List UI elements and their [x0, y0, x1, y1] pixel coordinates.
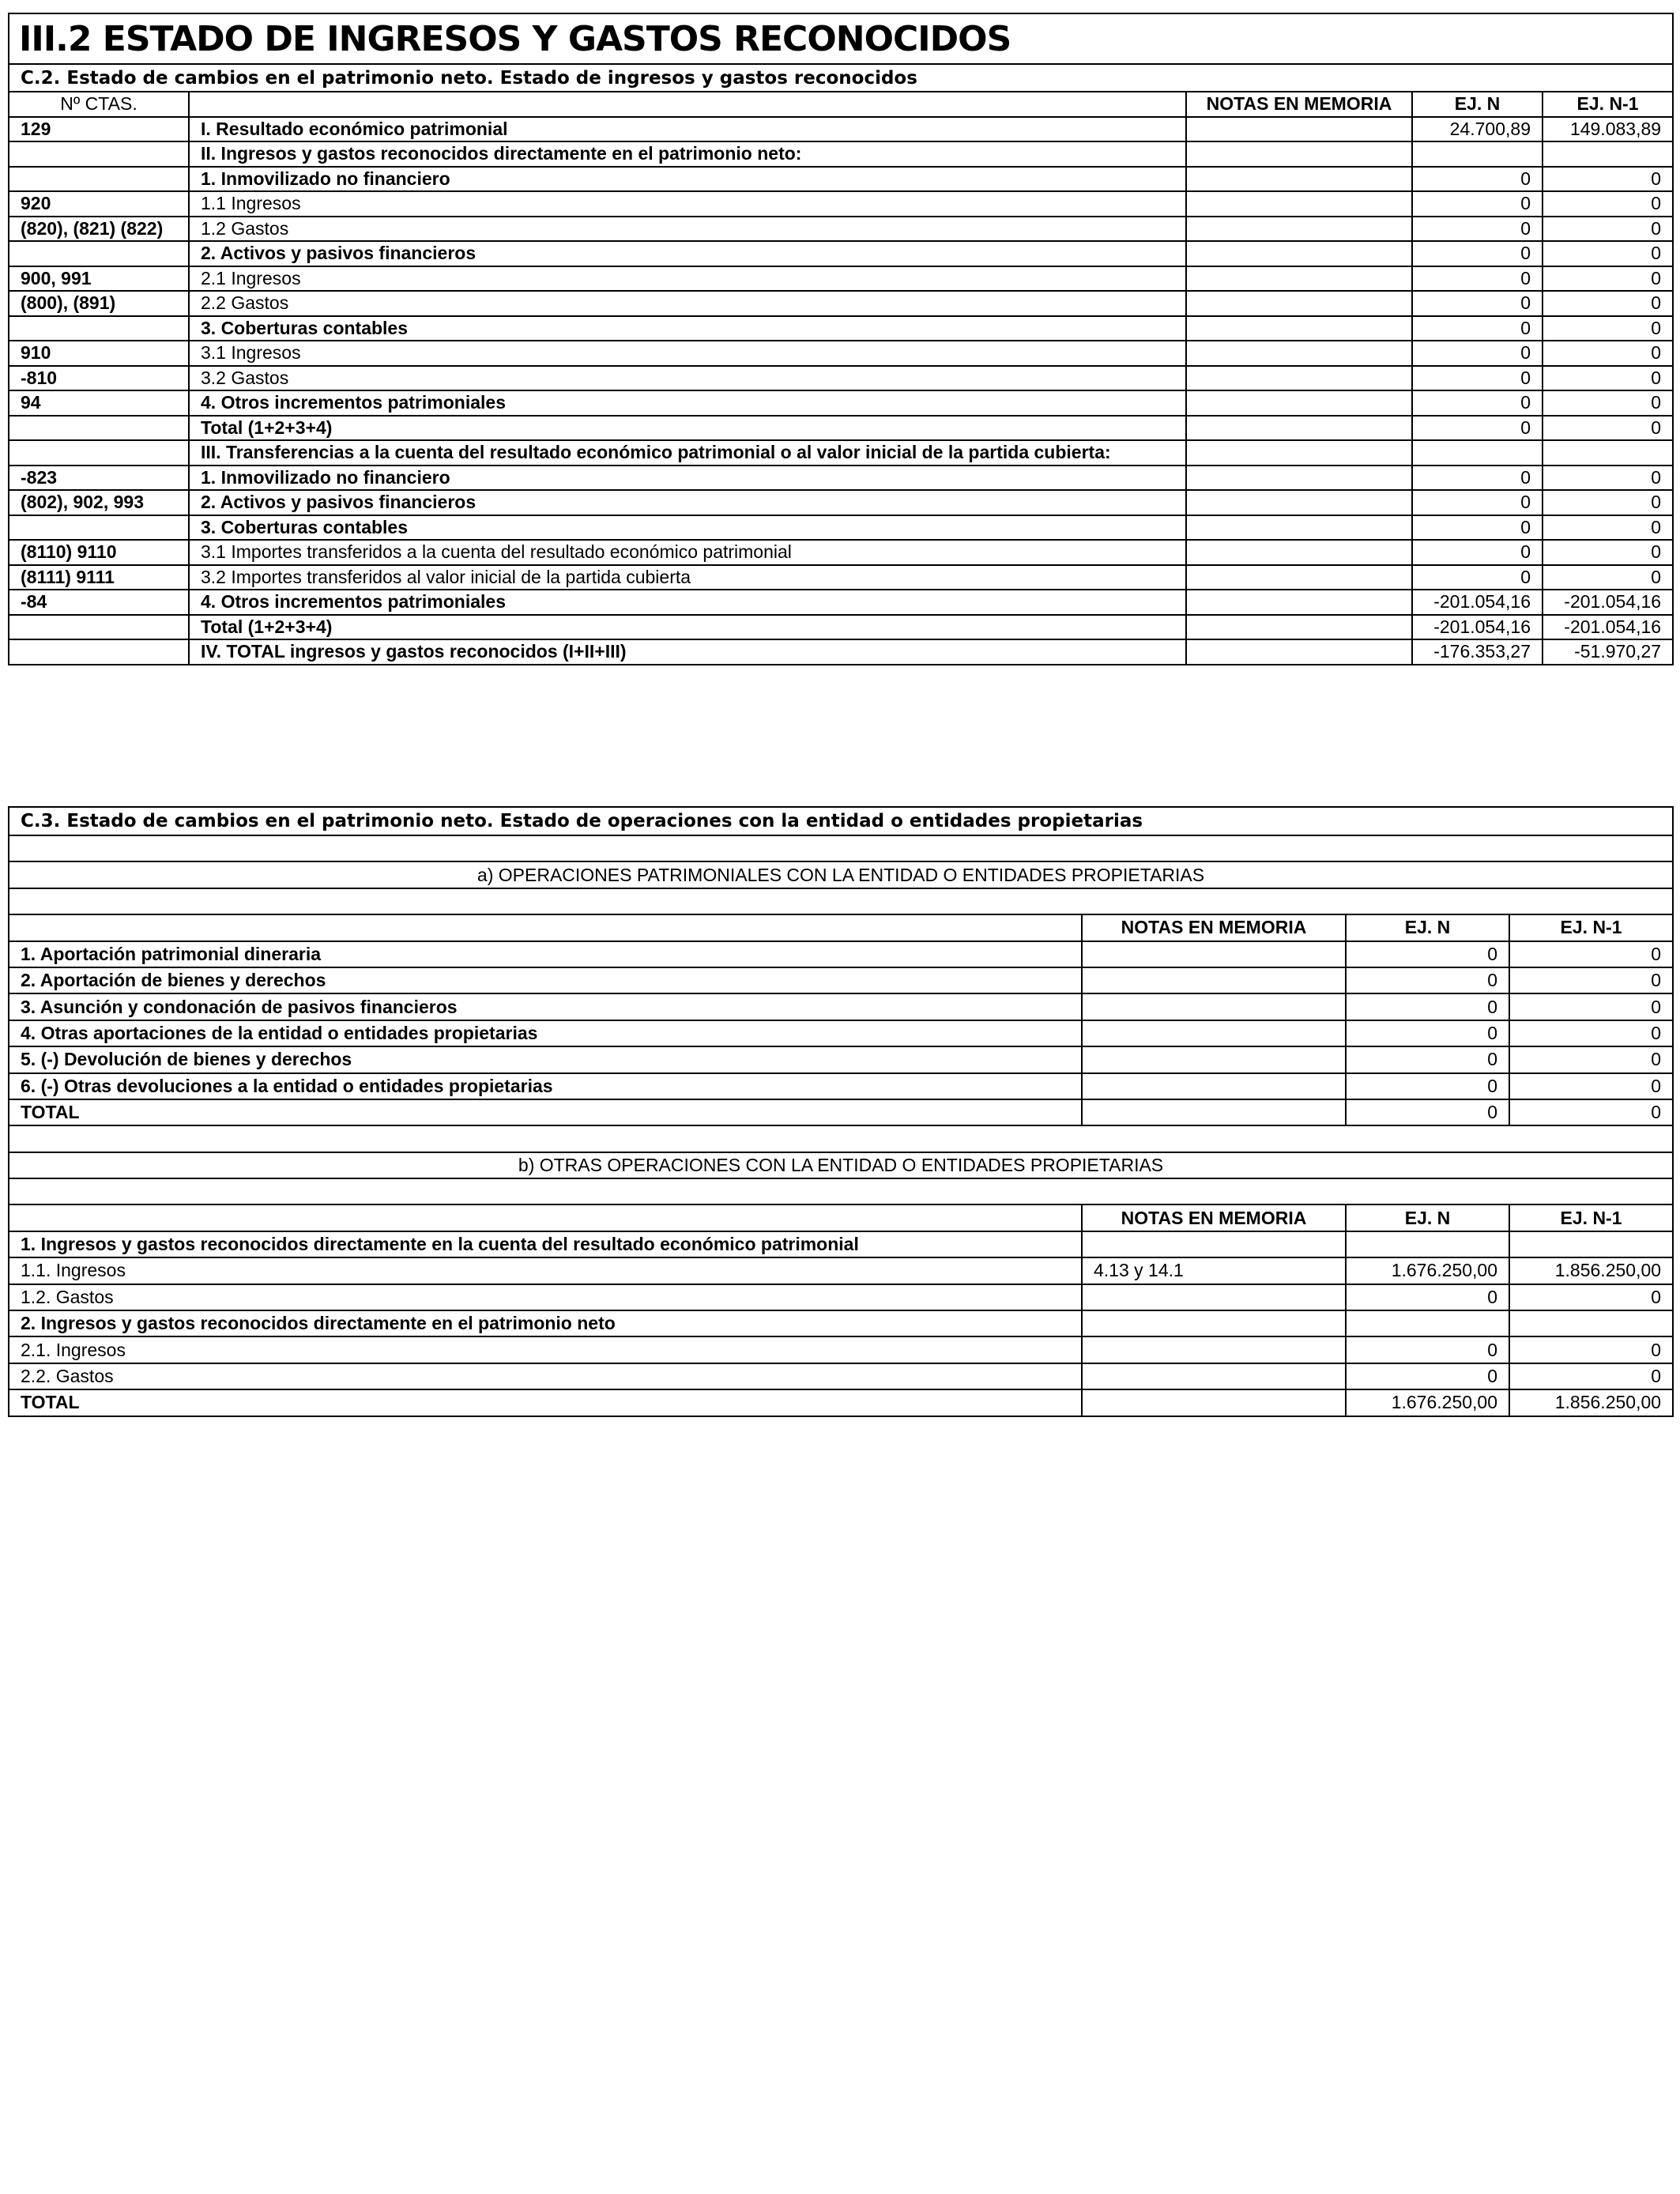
row-notas	[1186, 590, 1412, 615]
row-ejn: 0	[1346, 1046, 1509, 1072]
page-title: III.2 ESTADO DE INGRESOS Y GASTOS RECONOCIDOS	[9, 13, 1673, 64]
row-notas	[1186, 565, 1412, 590]
table-row	[9, 141, 1673, 167]
c3-table	[8, 806, 1674, 1417]
row-ejn1: 0	[1509, 1099, 1673, 1125]
row-notas	[1082, 1310, 1346, 1336]
row-ejn	[1346, 1310, 1509, 1336]
c3-subtitle: C.3. Estado de cambios en el patrimonio neto. Estado de operaciones con la entidad o entidades propietarias	[9, 807, 1673, 835]
row-ejn1: 0	[1543, 191, 1673, 217]
row-ejn: 24.700,89	[1412, 117, 1543, 142]
row-ejn1: 0	[1509, 967, 1673, 993]
row-notas	[1186, 217, 1412, 242]
table-row	[9, 941, 1673, 967]
row-ejn: -201.054,16	[1412, 615, 1543, 640]
row-ctas	[9, 141, 189, 167]
row-ejn1: 0	[1509, 941, 1673, 967]
row-ejn: 0	[1346, 1336, 1509, 1363]
header-concept	[189, 92, 1186, 117]
row-ejn1: 0	[1509, 1284, 1673, 1310]
row-ejn: 0	[1346, 1020, 1509, 1046]
row-concept: 3.2 Gastos	[189, 366, 1186, 391]
row-ctas: (8111) 9111	[9, 565, 189, 590]
row-notas	[1186, 341, 1412, 366]
row-notas	[1186, 291, 1412, 316]
table-row	[9, 466, 1673, 491]
row-concept: 2. Ingresos y gastos reconocidos directamente en el patrimonio neto	[9, 1310, 1082, 1336]
row-ejn1: 0	[1543, 167, 1673, 192]
table-row	[9, 515, 1673, 541]
row-notas	[1186, 515, 1412, 541]
row-ejn: 0	[1412, 167, 1543, 192]
row-concept: 2.1. Ingresos	[9, 1336, 1082, 1363]
row-ctas	[9, 515, 189, 541]
row-concept: I. Resultado económico patrimonial	[189, 117, 1186, 142]
table-row	[9, 390, 1673, 416]
row-ejn: 0	[1346, 993, 1509, 1020]
row-ejn	[1412, 440, 1543, 466]
row-concept: 4. Otras aportaciones de la entidad o entidades propietarias	[9, 1020, 1082, 1046]
table-row	[9, 1231, 1673, 1257]
header-notas: NOTAS EN MEMORIA	[1082, 914, 1346, 941]
row-notas	[1186, 466, 1412, 491]
row-notas	[1082, 1099, 1346, 1125]
table-row	[9, 1389, 1673, 1416]
row-ejn1: 0	[1543, 515, 1673, 541]
row-ejn1: 0	[1543, 390, 1673, 416]
row-ejn1: 0	[1543, 316, 1673, 341]
table-row	[9, 366, 1673, 391]
spacer-row	[9, 888, 1673, 914]
row-ctas	[9, 241, 189, 266]
row-ejn	[1412, 141, 1543, 167]
table-row	[9, 1046, 1673, 1072]
row-ejn: 0	[1412, 291, 1543, 316]
row-concept: 1. Inmovilizado no financiero	[189, 466, 1186, 491]
header-ctas: Nº CTAS.	[9, 92, 189, 117]
table-row	[9, 440, 1673, 466]
row-notas	[1186, 167, 1412, 192]
row-ctas	[9, 167, 189, 192]
spacer-row	[9, 835, 1673, 861]
row-concept: 1.1 Ingresos	[189, 191, 1186, 217]
row-concept: TOTAL	[9, 1099, 1082, 1125]
table-row	[9, 217, 1673, 242]
row-concept: 3.2 Importes transferidos al valor inicial de la partida cubierta	[189, 565, 1186, 590]
table-row	[9, 993, 1673, 1020]
row-notas	[1082, 1020, 1346, 1046]
row-notas	[1082, 1231, 1346, 1257]
row-ejn1: 0	[1543, 341, 1673, 366]
table-row	[9, 1363, 1673, 1389]
row-notas	[1082, 1336, 1346, 1363]
section-a-header-row	[9, 914, 1673, 941]
table-row	[9, 266, 1673, 292]
table-row	[9, 615, 1673, 640]
c2-header-row	[9, 92, 1673, 117]
row-ctas: 900, 991	[9, 266, 189, 292]
row-ctas: 129	[9, 117, 189, 142]
row-concept: 1.2 Gastos	[189, 217, 1186, 242]
row-ejn1: 0	[1509, 1336, 1673, 1363]
row-ejn1: 0	[1509, 1363, 1673, 1389]
row-concept: 1.1. Ingresos	[9, 1257, 1082, 1284]
row-ejn: 0	[1412, 217, 1543, 242]
row-notas	[1186, 390, 1412, 416]
row-concept: 2. Activos y pasivos financieros	[189, 241, 1186, 266]
row-ejn: 0	[1412, 490, 1543, 515]
row-ctas	[9, 440, 189, 466]
row-notas	[1082, 1363, 1346, 1389]
row-ejn1: -51.970,27	[1543, 639, 1673, 665]
row-ejn1	[1543, 141, 1673, 167]
row-ejn: 0	[1412, 565, 1543, 590]
row-ctas: 910	[9, 341, 189, 366]
row-ejn: 0	[1412, 266, 1543, 292]
row-ejn: 1.676.250,00	[1346, 1257, 1509, 1284]
row-ejn: 0	[1346, 967, 1509, 993]
row-ejn: 1.676.250,00	[1346, 1389, 1509, 1416]
row-ejn1: 0	[1543, 291, 1673, 316]
row-ejn: 0	[1412, 241, 1543, 266]
table-row	[9, 316, 1673, 341]
row-notas	[1082, 1389, 1346, 1416]
row-ejn: 0	[1412, 466, 1543, 491]
row-concept: 3.1 Importes transferidos a la cuenta del resultado económico patrimonial	[189, 540, 1186, 565]
row-concept: 3. Asunción y condonación de pasivos financieros	[9, 993, 1082, 1020]
header-ejn: EJ. N	[1346, 914, 1509, 941]
row-concept: Total (1+2+3+4)	[189, 615, 1186, 640]
row-ejn: 0	[1412, 540, 1543, 565]
row-ejn: 0	[1412, 366, 1543, 391]
row-notas	[1082, 1073, 1346, 1099]
section-b-title: b) OTRAS OPERACIONES CON LA ENTIDAD O ENTIDADES PROPIETARIAS	[9, 1152, 1673, 1178]
row-notas	[1186, 639, 1412, 665]
row-concept: III. Transferencias a la cuenta del resultado económico patrimonial o al valor inicial de la partida cubierta:	[189, 440, 1186, 466]
row-ejn1: 0	[1509, 1020, 1673, 1046]
row-concept: 3.1 Ingresos	[189, 341, 1186, 366]
row-notas	[1186, 615, 1412, 640]
table-row	[9, 291, 1673, 316]
header-notas: NOTAS EN MEMORIA	[1186, 92, 1412, 117]
section-b-header-row	[9, 1204, 1673, 1231]
row-ejn: 0	[1412, 341, 1543, 366]
row-ejn: -176.353,27	[1412, 639, 1543, 665]
row-notas	[1186, 117, 1412, 142]
table-row	[9, 490, 1673, 515]
row-ejn1: 0	[1543, 416, 1673, 441]
header-concept	[9, 914, 1082, 941]
row-ejn1: -201.054,16	[1543, 590, 1673, 615]
c2-subtitle: C.2. Estado de cambios en el patrimonio neto. Estado de ingresos y gastos reconocidos	[9, 64, 1673, 92]
row-concept: 1. Inmovilizado no financiero	[189, 167, 1186, 192]
c2-table	[8, 13, 1674, 665]
row-concept: 5. (-) Devolución de bienes y derechos	[9, 1046, 1082, 1072]
spacer-row	[9, 1125, 1673, 1152]
table-row	[9, 1336, 1673, 1363]
table-row	[9, 167, 1673, 192]
section-a-title: a) OPERACIONES PATRIMONIALES CON LA ENTIDAD O ENTIDADES PROPIETARIAS	[9, 861, 1673, 888]
row-ctas: 94	[9, 390, 189, 416]
row-ejn: -201.054,16	[1412, 590, 1543, 615]
header-concept	[9, 1204, 1082, 1231]
row-concept: 6. (-) Otras devoluciones a la entidad o entidades propietarias	[9, 1073, 1082, 1099]
row-ejn: 0	[1412, 515, 1543, 541]
header-ejn1: EJ. N-1	[1543, 92, 1673, 117]
row-ejn1: 0	[1543, 540, 1673, 565]
table-row	[9, 117, 1673, 142]
spacer-row	[9, 1178, 1673, 1204]
row-notas	[1082, 1284, 1346, 1310]
row-ejn1: 0	[1543, 366, 1673, 391]
row-ejn1: 149.083,89	[1543, 117, 1673, 142]
row-ctas: -823	[9, 466, 189, 491]
row-ctas	[9, 615, 189, 640]
row-notas	[1186, 266, 1412, 292]
row-ejn1: 0	[1543, 217, 1673, 242]
table-row	[9, 565, 1673, 590]
row-ejn1	[1543, 440, 1673, 466]
header-ejn: EJ. N	[1346, 1204, 1509, 1231]
row-ejn1: 0	[1543, 241, 1673, 266]
table-row	[9, 416, 1673, 441]
row-notas	[1082, 967, 1346, 993]
row-ejn1: 0	[1509, 1046, 1673, 1072]
table-row	[9, 341, 1673, 366]
row-ctas: (802), 902, 993	[9, 490, 189, 515]
row-ejn	[1346, 1231, 1509, 1257]
row-ejn1: 1.856.250,00	[1509, 1389, 1673, 1416]
row-ejn1: -201.054,16	[1543, 615, 1673, 640]
row-concept: 2.2 Gastos	[189, 291, 1186, 316]
row-ctas: 920	[9, 191, 189, 217]
row-concept: 4. Otros incrementos patrimoniales	[189, 590, 1186, 615]
row-ctas	[9, 416, 189, 441]
header-ejn: EJ. N	[1412, 92, 1543, 117]
row-concept: 1. Aportación patrimonial dineraria	[9, 941, 1082, 967]
row-ejn1: 0	[1509, 993, 1673, 1020]
row-ejn: 0	[1346, 1073, 1509, 1099]
row-ejn: 0	[1412, 416, 1543, 441]
row-notas	[1186, 490, 1412, 515]
row-ctas: (8110) 9110	[9, 540, 189, 565]
row-concept: 2. Activos y pasivos financieros	[189, 490, 1186, 515]
row-notas	[1186, 191, 1412, 217]
row-notas	[1082, 993, 1346, 1020]
table-row	[9, 590, 1673, 615]
row-ejn1: 0	[1509, 1073, 1673, 1099]
row-ejn: 0	[1346, 941, 1509, 967]
row-notas	[1186, 316, 1412, 341]
table-row	[9, 1099, 1673, 1125]
row-notas	[1082, 1046, 1346, 1072]
row-ejn1: 1.856.250,00	[1509, 1257, 1673, 1284]
row-concept: II. Ingresos y gastos reconocidos directamente en el patrimonio neto:	[189, 141, 1186, 167]
table-row	[9, 967, 1673, 993]
row-concept: 2.1 Ingresos	[189, 266, 1186, 292]
table-row	[9, 191, 1673, 217]
row-concept: IV. TOTAL ingresos y gastos reconocidos (I+II+III)	[189, 639, 1186, 665]
row-notas	[1186, 241, 1412, 266]
table-row	[9, 241, 1673, 266]
row-ejn1	[1509, 1310, 1673, 1336]
row-concept: 3. Coberturas contables	[189, 316, 1186, 341]
row-concept: 1.2. Gastos	[9, 1284, 1082, 1310]
table-row	[9, 1073, 1673, 1099]
row-ejn1: 0	[1543, 466, 1673, 491]
row-ctas: -810	[9, 366, 189, 391]
row-notas	[1186, 440, 1412, 466]
row-concept: Total (1+2+3+4)	[189, 416, 1186, 441]
row-notas	[1082, 941, 1346, 967]
row-ejn1: 0	[1543, 266, 1673, 292]
table-row	[9, 1020, 1673, 1046]
row-ejn1: 0	[1543, 490, 1673, 515]
row-ctas: (800), (891)	[9, 291, 189, 316]
row-ejn: 0	[1412, 390, 1543, 416]
row-ctas	[9, 316, 189, 341]
row-notas	[1186, 366, 1412, 391]
table-row	[9, 639, 1673, 665]
row-ejn: 0	[1346, 1284, 1509, 1310]
row-concept: 3. Coberturas contables	[189, 515, 1186, 541]
table-row	[9, 1284, 1673, 1310]
row-concept: 1. Ingresos y gastos reconocidos directamente en la cuenta del resultado económico patrimonial	[9, 1231, 1082, 1257]
header-ejn1: EJ. N-1	[1509, 1204, 1673, 1231]
header-ejn1: EJ. N-1	[1509, 914, 1673, 941]
row-ctas: -84	[9, 590, 189, 615]
row-ejn: 0	[1346, 1363, 1509, 1389]
header-notas: NOTAS EN MEMORIA	[1082, 1204, 1346, 1231]
row-ejn: 0	[1412, 316, 1543, 341]
row-ejn1	[1509, 1231, 1673, 1257]
row-ejn: 0	[1346, 1099, 1509, 1125]
row-notas	[1186, 416, 1412, 441]
row-concept: 2.2. Gastos	[9, 1363, 1082, 1389]
row-ejn: 0	[1412, 191, 1543, 217]
row-ejn1: 0	[1543, 565, 1673, 590]
row-notas: 4.13 y 14.1	[1082, 1257, 1346, 1284]
row-notas	[1186, 540, 1412, 565]
row-concept: 2. Aportación de bienes y derechos	[9, 967, 1082, 993]
row-ctas: (820), (821) (822)	[9, 217, 189, 242]
row-ctas	[9, 639, 189, 665]
row-concept: TOTAL	[9, 1389, 1082, 1416]
table-row	[9, 540, 1673, 565]
row-concept: 4. Otros incrementos patrimoniales	[189, 390, 1186, 416]
table-row	[9, 1310, 1673, 1336]
table-row	[9, 1257, 1673, 1284]
row-notas	[1186, 141, 1412, 167]
